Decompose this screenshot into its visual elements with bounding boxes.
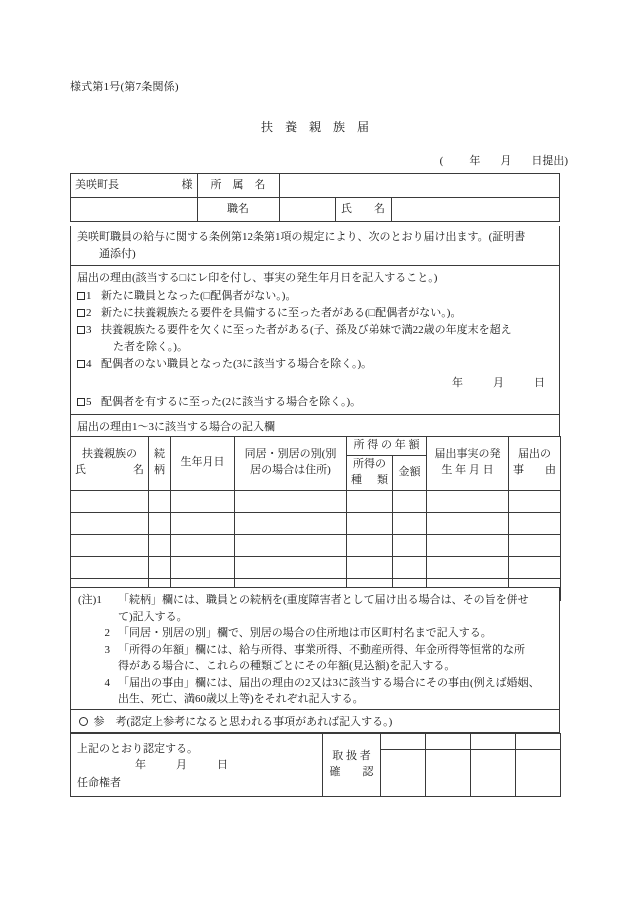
checkbox-icon[interactable] — [77, 398, 85, 406]
note-line-2: て)記入する。 — [118, 610, 188, 623]
cell-amount[interactable] — [393, 490, 427, 512]
cell-dependent-name[interactable] — [71, 512, 149, 534]
note-line-1: 「続柄」欄には、職員との続柄を(重度障害者として届け出る場合は、その旨を併せ — [118, 594, 529, 606]
reason-text: 新たに職員となった(□配偶者がない。)。 — [101, 290, 297, 303]
addressee-cell — [71, 174, 197, 198]
table-row — [71, 198, 559, 222]
affiliation-value[interactable] — [279, 174, 559, 198]
cell-reason[interactable] — [509, 490, 561, 512]
approval-date-line[interactable] — [77, 758, 316, 774]
reason-item-5[interactable] — [77, 394, 553, 411]
addressee-blank-cell — [71, 198, 197, 222]
reason-text: 扶養親族たる要件を欠くに至った者がある(子、孫及び弟妹で満22歳の年度末を超え — [101, 324, 512, 337]
reason-text: 新たに扶養親族たる要件を具備するに至った者がある(□配偶者がない。)。 — [101, 307, 462, 320]
note-item-1 — [78, 592, 552, 625]
th-reason-line2a: 事 — [513, 464, 524, 477]
table-row — [71, 174, 559, 198]
reason-4-date-line[interactable] — [77, 375, 553, 392]
cell-reason[interactable] — [509, 556, 561, 578]
affiliation-label: 所 属 名 — [197, 174, 279, 198]
th-residence-line1: 同居・別居の別(別 — [244, 448, 337, 461]
note-label: 2 — [104, 627, 110, 639]
reason-text: 配偶者を有するに至った(2に該当する場合を除く。)。 — [101, 396, 362, 409]
cell-reason[interactable] — [509, 534, 561, 556]
handler-cell-bottom-3[interactable] — [471, 749, 516, 796]
th-reason-line1: 届出の — [518, 448, 551, 461]
circle-marker-icon — [79, 717, 88, 726]
cell-birthdate[interactable] — [171, 556, 235, 578]
th-relation-line1: 続 — [154, 448, 165, 461]
cell-amount[interactable] — [393, 556, 427, 578]
reasons-block — [70, 265, 560, 438]
approval-statement-cell — [71, 734, 323, 797]
reason-4-number-group — [77, 356, 92, 373]
checkbox-icon[interactable] — [77, 309, 85, 317]
approval-day-label: 日 — [217, 759, 228, 772]
reason-text: 配偶者のない職員となった(3に該当する場合を除く。)。 — [101, 358, 373, 371]
cell-dependent-name[interactable] — [71, 556, 149, 578]
table-row — [71, 512, 561, 534]
position-value[interactable] — [279, 198, 335, 222]
checkbox-icon[interactable] — [77, 360, 85, 368]
th-amount: 金額 — [393, 455, 427, 490]
th-residence-line2: 居の場合は住所) — [250, 464, 331, 477]
cell-birthdate[interactable] — [171, 490, 235, 512]
table-row — [71, 534, 561, 556]
cell-amount[interactable] — [393, 534, 427, 556]
note-item-3 — [78, 642, 552, 675]
submission-month-label: 月 — [500, 155, 512, 167]
reason-item-1[interactable] — [77, 288, 553, 305]
cell-event-date[interactable] — [427, 534, 509, 556]
reason-item-3[interactable] — [77, 322, 553, 356]
cell-relation[interactable] — [149, 490, 171, 512]
table-row — [71, 556, 561, 578]
reason-3-number-group — [77, 322, 92, 339]
handler-label-line1: 取 扱 者 — [332, 750, 371, 763]
th-dependent-name-line1: 扶養親族の — [82, 448, 137, 461]
dependents-table — [70, 436, 560, 601]
note-line-1: 「届出の事由」欄には、届出の理由の2又は3に該当する場合にその事由(例えば婚姻、 — [118, 676, 540, 689]
note-line-1: 「同居・別居の別」欄で、別居の場合の住所地は市区町村名まで記入する。 — [118, 627, 492, 639]
notes-block — [70, 587, 560, 714]
position-label: 職名 — [197, 198, 279, 222]
submission-year-label: 年 — [469, 155, 481, 167]
cell-residence[interactable] — [235, 490, 347, 512]
note-label: 3 — [104, 643, 110, 656]
note-label: (注)1 — [78, 594, 102, 606]
statement-block — [70, 226, 560, 268]
approval-statement: 上記のとおり認定する。 — [77, 743, 198, 756]
th-income-type-line1: 所得の — [353, 457, 386, 470]
reason-number: 3 — [86, 324, 92, 337]
name-value[interactable] — [391, 198, 559, 222]
cell-relation[interactable] — [149, 534, 171, 556]
cell-residence[interactable] — [235, 556, 347, 578]
th-dependent-name-line2a: 氏 — [75, 464, 86, 477]
th-reason-line2b: 由 — [545, 464, 556, 477]
checkbox-icon[interactable] — [77, 326, 85, 334]
th-income-type-line2b: 類 — [377, 473, 388, 486]
handler-cell-bottom-4[interactable] — [516, 749, 561, 796]
cell-dependent-name[interactable] — [71, 534, 149, 556]
note-line-1: 「所得の年額」欄には、給与所得、事業所得、不動産所得、年金所得等恒常的な所 — [118, 643, 525, 656]
note-item-2 — [78, 625, 552, 642]
th-dependent-name — [71, 437, 149, 491]
note-line-2: 得がある場合に、これらの種類ごとにその年額(見込額)を記入する。 — [118, 660, 456, 672]
th-relation-line2: 柄 — [154, 464, 165, 477]
approval-year-label: 年 — [135, 759, 146, 772]
appointer-label: 任命権者 — [77, 776, 121, 789]
reason-2-number-group — [77, 305, 92, 322]
handler-label-line2: 確 認 — [329, 766, 374, 778]
th-reason — [509, 437, 561, 491]
page-title: 扶 養 親 族 届 — [260, 120, 374, 134]
reason-item-4[interactable] — [77, 356, 553, 373]
cell-residence[interactable] — [235, 534, 347, 556]
reason-number: 1 — [86, 290, 92, 303]
handler-cell-top-1[interactable] — [381, 734, 426, 750]
statement-line-2: 通添付) — [99, 248, 136, 261]
cell-income-type[interactable] — [347, 512, 393, 534]
table-row — [71, 490, 561, 512]
note-line-2: 出生、死亡、満60歳以上等)をそれぞれ記入する。 — [118, 693, 364, 705]
reasons-heading: 届出の理由(該当する□にレ印を付し、事実の発生年月日を記入すること。) — [77, 272, 438, 284]
cell-dependent-name[interactable] — [71, 490, 149, 512]
th-residence — [235, 437, 347, 491]
reason-number: 2 — [86, 307, 92, 320]
cell-income-type[interactable] — [347, 490, 393, 512]
handler-cell-top-3[interactable] — [471, 734, 516, 750]
table-row — [71, 734, 561, 750]
cell-amount[interactable] — [393, 512, 427, 534]
record-area-title: 届出の理由1〜3に該当する場合の記入欄 — [70, 414, 560, 437]
th-event-date — [427, 437, 509, 491]
th-dependent-name-line2b: 名 — [133, 464, 144, 477]
handler-cell-top-4[interactable] — [516, 734, 561, 750]
cell-relation[interactable] — [149, 556, 171, 578]
mayor-label: 美咲町長 — [75, 178, 119, 191]
cell-birthdate[interactable] — [171, 512, 235, 534]
addressee-table — [70, 173, 560, 222]
handler-cell-bottom-1[interactable] — [381, 749, 426, 796]
reason-1-number-group — [77, 288, 92, 305]
date-month-label: 月 — [493, 377, 504, 390]
handler-cell-top-2[interactable] — [426, 734, 471, 750]
cell-event-date[interactable] — [427, 490, 509, 512]
th-birthdate: 生年月日 — [171, 437, 235, 491]
name-label: 氏 名 — [335, 198, 391, 222]
reference-text: 参 考(認定上参考になると思われる事項があれば記入する。) — [93, 716, 393, 728]
approval-month-label: 月 — [176, 759, 187, 772]
submission-date-line — [440, 152, 568, 168]
th-income-type-line2a: 種 — [351, 473, 362, 486]
handler-confirm-label — [323, 734, 381, 797]
th-event-date-line1: 届出事実の発 — [434, 448, 501, 461]
cell-income-type[interactable] — [347, 534, 393, 556]
note-item-4 — [78, 675, 552, 708]
approval-block — [70, 733, 560, 797]
honorific-label: 様 — [181, 178, 193, 191]
date-year-label: 年 — [452, 377, 463, 390]
reason-text-continuation: た者を除く。)。 — [113, 341, 188, 354]
th-event-date-line2: 生 年 月 日 — [441, 464, 494, 477]
table-header-row — [71, 437, 561, 456]
handler-cell-bottom-2[interactable] — [426, 749, 471, 796]
form-number: 様式第1号(第7条関係) — [70, 81, 179, 93]
statement-line-1: 美咲町職員の給与に関する条例第12条第1項の規定により、次のとおり届け出ます。(証明書 — [77, 231, 526, 243]
th-income-type — [347, 455, 393, 490]
open-paren: ( — [439, 155, 444, 167]
date-day-label: 日 — [534, 377, 545, 390]
cell-birthdate[interactable] — [171, 534, 235, 556]
cell-residence[interactable] — [235, 512, 347, 534]
reason-number: 4 — [86, 358, 92, 371]
cell-event-date[interactable] — [427, 556, 509, 578]
cell-income-type[interactable] — [347, 556, 393, 578]
cell-relation[interactable] — [149, 512, 171, 534]
reason-5-number-group — [77, 394, 92, 411]
note-label: 4 — [104, 676, 110, 689]
cell-event-date[interactable] — [427, 512, 509, 534]
submission-day-label: 日提出) — [531, 155, 568, 167]
checkbox-icon[interactable] — [77, 292, 85, 300]
th-relation — [149, 437, 171, 491]
reference-block[interactable] — [70, 709, 560, 733]
th-income-annual: 所 得 の 年 額 — [347, 437, 427, 456]
cell-reason[interactable] — [509, 512, 561, 534]
reason-item-2[interactable] — [77, 305, 553, 322]
reason-number: 5 — [86, 396, 92, 409]
